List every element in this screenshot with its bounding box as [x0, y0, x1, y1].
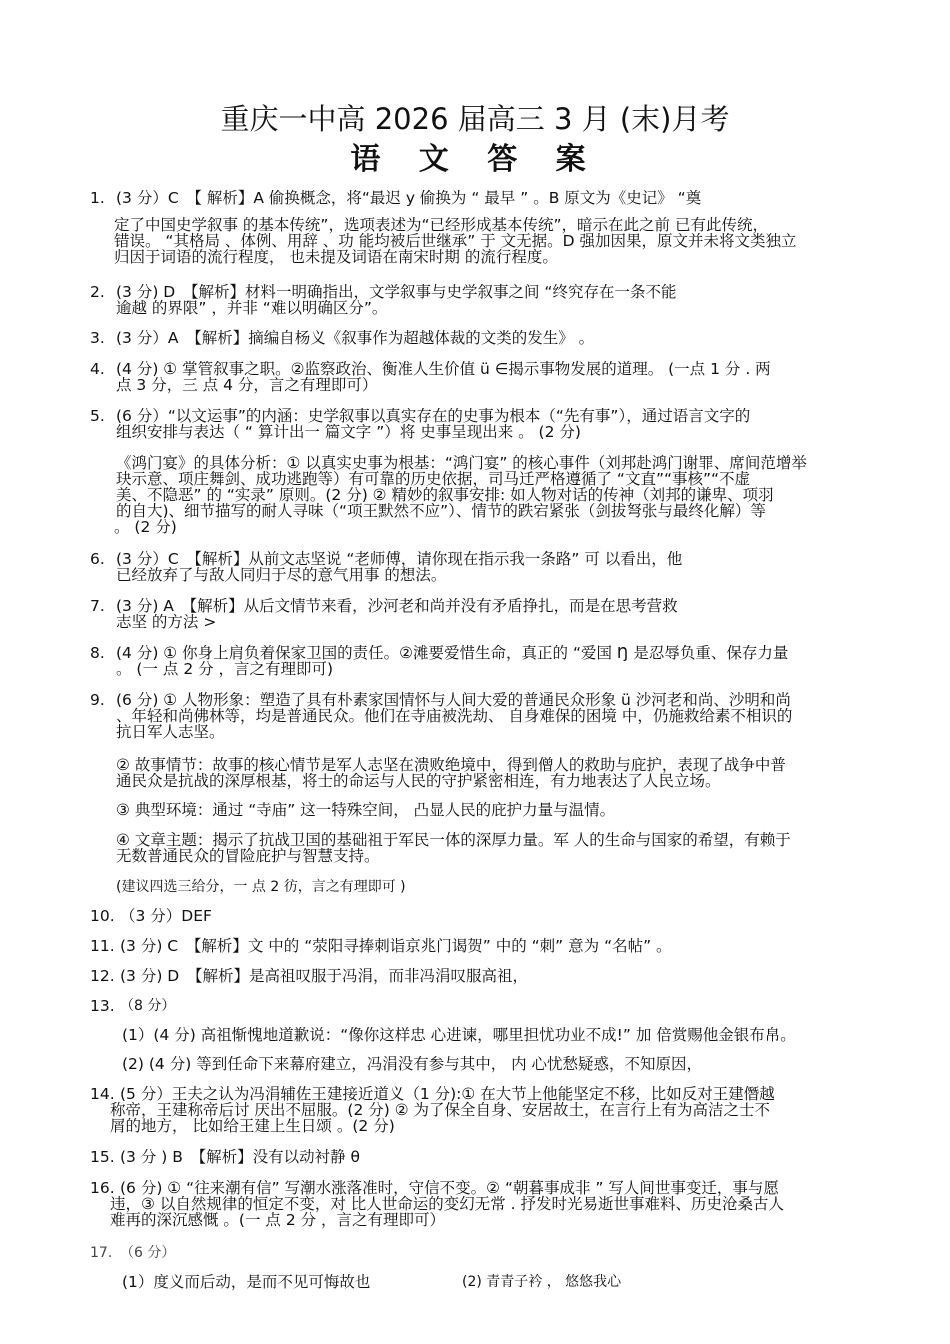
paragraph-line: (1）(4 分) 高祖惭愧地道歉说：“像你这样忠 心进谏，哪里担忧功业不成!” 加 倍赏赐他金银布帛。 [122, 1026, 796, 1044]
paragraph-line: 玦示意、项庄舞剑、成功逃跑等）有可靠的历史依据，司马迁严格遵循了 “文直”“事核”“不虚 [116, 470, 751, 488]
item-number: 8. [90, 644, 105, 662]
paragraph-line: ③ 典型环境：通过 “寺庙” 这一特殊空间， 凸显人民的庇护力量与温情。 [116, 801, 616, 819]
item-number: 15. [90, 1148, 115, 1166]
answer-paragraph [122, 1056, 892, 1072]
item-line: (3 分）A 【解析】摘编自杨义《叙事作为超越体裁的文类的发生》 。 [116, 329, 595, 347]
item-line: (6 分) ① 人物形象：塑造了具有朴素家国情怀与人间大爱的普通民众形象 ü 沙河老和尚、沙明和尚 [116, 691, 791, 709]
item-number: 12. [90, 967, 115, 985]
item-line: (6 分）“以文运事”的内涵：史学叙事以真实存在的史事为根本（“先有事”），通过语言文字的 [116, 407, 751, 425]
item-line: (4 分) ① 你身上肩负着保家卫国的责任。②滩要爱惜生命，真正的 “爱国 Ŋ 是忍辱负重、保存力量 [116, 644, 789, 662]
item-line: 抗日军人志坚。 [116, 723, 225, 741]
item-line: (3 分 ) B 【解析】没有以动衬静 θ [120, 1148, 361, 1166]
item-line: 定了中国史学叙事 的基本传统”，选项表述为“已经形成基本传统”，暗示在此之前 已有此传统， [114, 216, 768, 234]
item-line: (3 分) D 【解析】是高祖叹服于冯涓，而非冯涓叹服高祖， [120, 967, 528, 985]
item-line: 违，③ 以自然规律的恒定不变，对 比人世命运的变幻无常 . 抒发时光易逝世事难料、历史沧桑古人 [110, 1195, 785, 1213]
item-line: (3 分) D 【解析】材料一明确指出，文学叙事与史学叙事之间 “终究存在一条不能 [116, 283, 677, 301]
item-number: 7. [90, 597, 105, 615]
item-line: （6 分） [120, 1245, 176, 1261]
item-line: 难再的深沉感慨 。(一 点 2 分 ，言之有理即可） [110, 1211, 446, 1229]
item-line: 已经放弃了与敌人同归于尽的意气用事 的想法。 [116, 566, 447, 584]
item-number: 1. [90, 189, 105, 207]
item-line: 归因于词语的流行程度， 也未提及词语在南宋时期 的流行程度。 [114, 248, 558, 266]
paragraph-line: ② 故事情节：故事的核心情节是军人志坚在溃败绝境中，得到僧人的救助与庇护，表现了战争中普 [116, 756, 786, 774]
answer-item-6 [90, 551, 880, 583]
page-subtitle: 语 文 答 案 [350, 142, 600, 177]
answer-item-14 [90, 1086, 880, 1134]
answer-paragraph [116, 802, 886, 818]
answer-item-10 [90, 908, 880, 924]
answer-paragraph [116, 455, 886, 535]
item-line: 志坚 的方法 > [116, 613, 217, 631]
answer-item-13 [90, 998, 880, 1014]
item-line: (3 分）C 【解析】从前文志坚说 “老师傅，请你现在指示我一条路” 可 以看出，他 [116, 550, 683, 568]
answer-item-7 [90, 598, 880, 630]
answer-item-15 [90, 1149, 880, 1165]
item-line: (3 分) A 【解析】从后文情节来看，沙河老和尚并没有矛盾挣扎，而是在思考营救 [116, 597, 678, 615]
item-number: 2. [90, 283, 105, 301]
answer-item-3 [90, 330, 880, 346]
answer-paragraph [116, 757, 886, 789]
answer-item-16 [90, 1180, 880, 1228]
answer-item-11 [90, 938, 880, 954]
item-line: 称帝，王建称帝后讨 厌出不屈服。(2 分) ② 为了保全自身、安居故土，在言行上有为高洁之士不 [110, 1101, 771, 1119]
answer-paragraph [116, 832, 886, 864]
paragraph-line: (建议四选三给分，一 点 2 彷，言之有理即可 ) [116, 879, 406, 895]
item-number: 3. [90, 329, 105, 347]
item-line: （8 分） [120, 998, 176, 1014]
paragraph-line: 的自大)、细节描写的耐人寻味（“项王默然不应”）、情节的跌宕紧张（剑拔弩张与最终化解）等 [116, 502, 766, 520]
item-number: 17. [90, 1245, 113, 1261]
item-line: (5 分）王夫之认为冯涓辅佐王建接近道义（1 分):① 在大节上他能坚定不移，比如反对王建僭越 [120, 1085, 775, 1103]
item-line: (3 分) C 【解析】文 中的 “荥阳寻捧刺诣京兆门谒贺” 中的 “刺” 意为 “名帖” 。 [120, 937, 672, 955]
item-line: (3 分）C 【 解析】A 偷换概念，将“最迟 y 偷换为 “ 最早 ” 。B 原文为《史记》 “奠 [116, 189, 702, 207]
item-line: (6 分) ① “往来潮有信” 写潮水涨落准时，守信不变。② “朝暮事成非 ” 写人间世事变迁，事与愿 [120, 1179, 779, 1197]
paragraph-line: (1）度义而后动，是而不见可悔故也 [122, 1273, 371, 1291]
paragraph-line: 美、不隐恶” 的 “实录” 原则。(2 分) ② 精妙的叙事安排: 如人物对话的传神（刘邦的谦卑、项羽 [116, 486, 774, 504]
answer-item-17 [90, 1245, 880, 1261]
answer-item-12 [90, 968, 880, 984]
item-number: 16. [90, 1179, 115, 1197]
item-number: 11. [90, 937, 115, 955]
item-line: 点 3 分，三 点 4 分，言之有理即可） [116, 376, 378, 394]
paragraph-line: 《鸿门宴》的具体分析：① 以真实史事为根基：“鸿门宴” 的核心事件（刘邦赴鸿门谢罪、席间范增举 [116, 454, 807, 472]
answer-paragraph [122, 1027, 892, 1043]
paragraph-line: 通民众是抗战的深厚根基，将士的命运与人民的守护紧密相连，有力地表达了人民立场。 [116, 772, 721, 790]
item-number: 4. [90, 360, 105, 378]
item-number: 9. [90, 691, 105, 709]
item-line: 逾越 的界限” ，并非 “难以明确区分”。 [116, 299, 388, 317]
item-number: 6. [90, 550, 105, 568]
item-number: 13. [90, 997, 115, 1015]
answer-item-5 [90, 408, 880, 440]
item-line: 。 (一 点 2 分 ，言之有理即可) [116, 660, 334, 678]
paragraph-line: (2) 青青子衿 ， 悠悠我心 [462, 1274, 622, 1290]
item-line: 、年轻和尚佛林等，均是普通民众。他们在寺庙被洗劫、 自身难保的困境 中，仍施救给素不相识的 [116, 707, 793, 725]
answer-item-2 [90, 284, 880, 316]
paragraph-line: ④ 文章主题：揭示了抗战卫国的基础祖于军民一体的深厚力量。军 人的生命与国家的希望，有赖于 [116, 831, 791, 849]
item-number: 10. [90, 907, 115, 925]
item-line: 组织安排与表达（ “ 算计出一 篇文字 ”）将 史事呈现出来 。 (2 分) [116, 423, 581, 441]
answer-paragraph [116, 879, 886, 895]
item-number: 14. [90, 1085, 115, 1103]
paragraph-line: 无数普通民众的冒险庇护与智慧支持。 [116, 847, 380, 865]
answer-item-4 [90, 361, 880, 393]
item-line: 错误。 “其格局 、体例、用辞 、功 能均被后世继承” 于 文无据。D 强加因果，原文并未将文类独立 [114, 232, 797, 250]
item-line: 屑的地方， 比如给王建上生日颂 。(2 分) [110, 1117, 395, 1135]
paragraph-line: 。 (2 分) [114, 518, 177, 536]
item-line: （3 分）DEF [120, 907, 212, 925]
answer-item-9 [90, 692, 880, 740]
paragraph-line: (2) (4 分) 等到任命下来幕府建立，冯涓没有参与其中， 内 心忧愁疑惑，不知原因， [122, 1055, 703, 1073]
page-title: 重庆一中高 2026 届高三 3 月 (末)月考 [220, 102, 730, 136]
answer-item-8 [90, 645, 880, 677]
item-line: (4 分) ① 掌管叙事之职。②监察政治、衡准人生价值 ü ∈揭示事物发展的道理。 (一点 1 分 . 两 [116, 360, 771, 378]
answer-paragraph [462, 1274, 762, 1290]
answer-item-1 [90, 190, 880, 265]
item-number: 5. [90, 407, 105, 425]
